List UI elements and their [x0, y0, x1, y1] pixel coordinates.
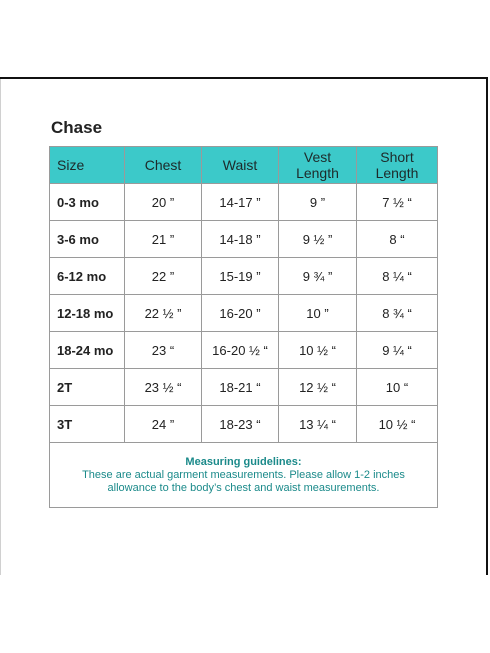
chest-cell: 20 ”: [125, 184, 202, 221]
guidelines-line-2: allowance to the body’s chest and waist measurements.: [107, 482, 380, 494]
table-row: [50, 369, 438, 406]
size-cell: 6-12 mo: [50, 258, 125, 295]
vest-length-cell: 9 ½ ”: [279, 221, 357, 258]
waist-cell: 16-20 ½ “: [202, 332, 279, 369]
chart-title: Chase: [51, 118, 103, 137]
chest-cell: 23 “: [125, 332, 202, 369]
table-row: [50, 258, 438, 295]
chest-cell: 24 ”: [125, 406, 202, 443]
waist-cell: 18-21 “: [202, 369, 279, 406]
short-length-cell: 10 ½ “: [357, 406, 438, 443]
waist-cell: 16-20 ”: [202, 295, 279, 332]
waist-cell: 14-18 ”: [202, 221, 279, 258]
header-size: Size: [50, 147, 125, 184]
vest-length-cell: 9 ¾ ”: [279, 258, 357, 295]
table-row: [50, 295, 438, 332]
short-length-cell: 7 ½ “: [357, 184, 438, 221]
size-cell: 0-3 mo: [50, 184, 125, 221]
vest-length-cell: 10 ½ “: [279, 332, 357, 369]
size-cell: 3-6 mo: [50, 221, 125, 258]
frame-left-edge: [0, 79, 1, 575]
short-length-cell: 9 ¼ “: [357, 332, 438, 369]
chest-cell: 22 ”: [125, 258, 202, 295]
header-waist: Waist: [202, 147, 279, 184]
short-length-cell: 8 ¾ “: [357, 295, 438, 332]
size-cell: 3T: [50, 406, 125, 443]
waist-cell: 15-19 ”: [202, 258, 279, 295]
waist-cell: 18-23 “: [202, 406, 279, 443]
header-chest: Chest: [125, 147, 202, 184]
table-row: [50, 184, 438, 221]
table-row: [50, 332, 438, 369]
header-vest-length: Vest Length: [279, 147, 357, 184]
chest-cell: 21 ”: [125, 221, 202, 258]
short-length-cell: 8 ¼ “: [357, 258, 438, 295]
size-cell: 12-18 mo: [50, 295, 125, 332]
measuring-guidelines: [50, 443, 438, 508]
short-length-cell: 10 “: [357, 369, 438, 406]
vest-length-cell: 13 ¼ “: [279, 406, 357, 443]
table-row: [50, 406, 438, 443]
guidelines-heading: Measuring guidelines:: [185, 456, 302, 468]
table-row: [50, 221, 438, 258]
header-row: [50, 147, 438, 184]
size-cell: 18-24 mo: [50, 332, 125, 369]
guidelines-row: [50, 443, 438, 508]
size-chart-table: [49, 146, 438, 508]
vest-length-cell: 10 ”: [279, 295, 357, 332]
size-cell: 2T: [50, 369, 125, 406]
chest-cell: 23 ½ “: [125, 369, 202, 406]
guidelines-line-1: These are actual garment measurements. Please allow 1-2 inches: [82, 469, 405, 481]
waist-cell: 14-17 ”: [202, 184, 279, 221]
short-length-cell: 8 “: [357, 221, 438, 258]
header-short-length: Short Length: [357, 147, 438, 184]
vest-length-cell: 9 ”: [279, 184, 357, 221]
vest-length-cell: 12 ½ “: [279, 369, 357, 406]
chest-cell: 22 ½ ”: [125, 295, 202, 332]
